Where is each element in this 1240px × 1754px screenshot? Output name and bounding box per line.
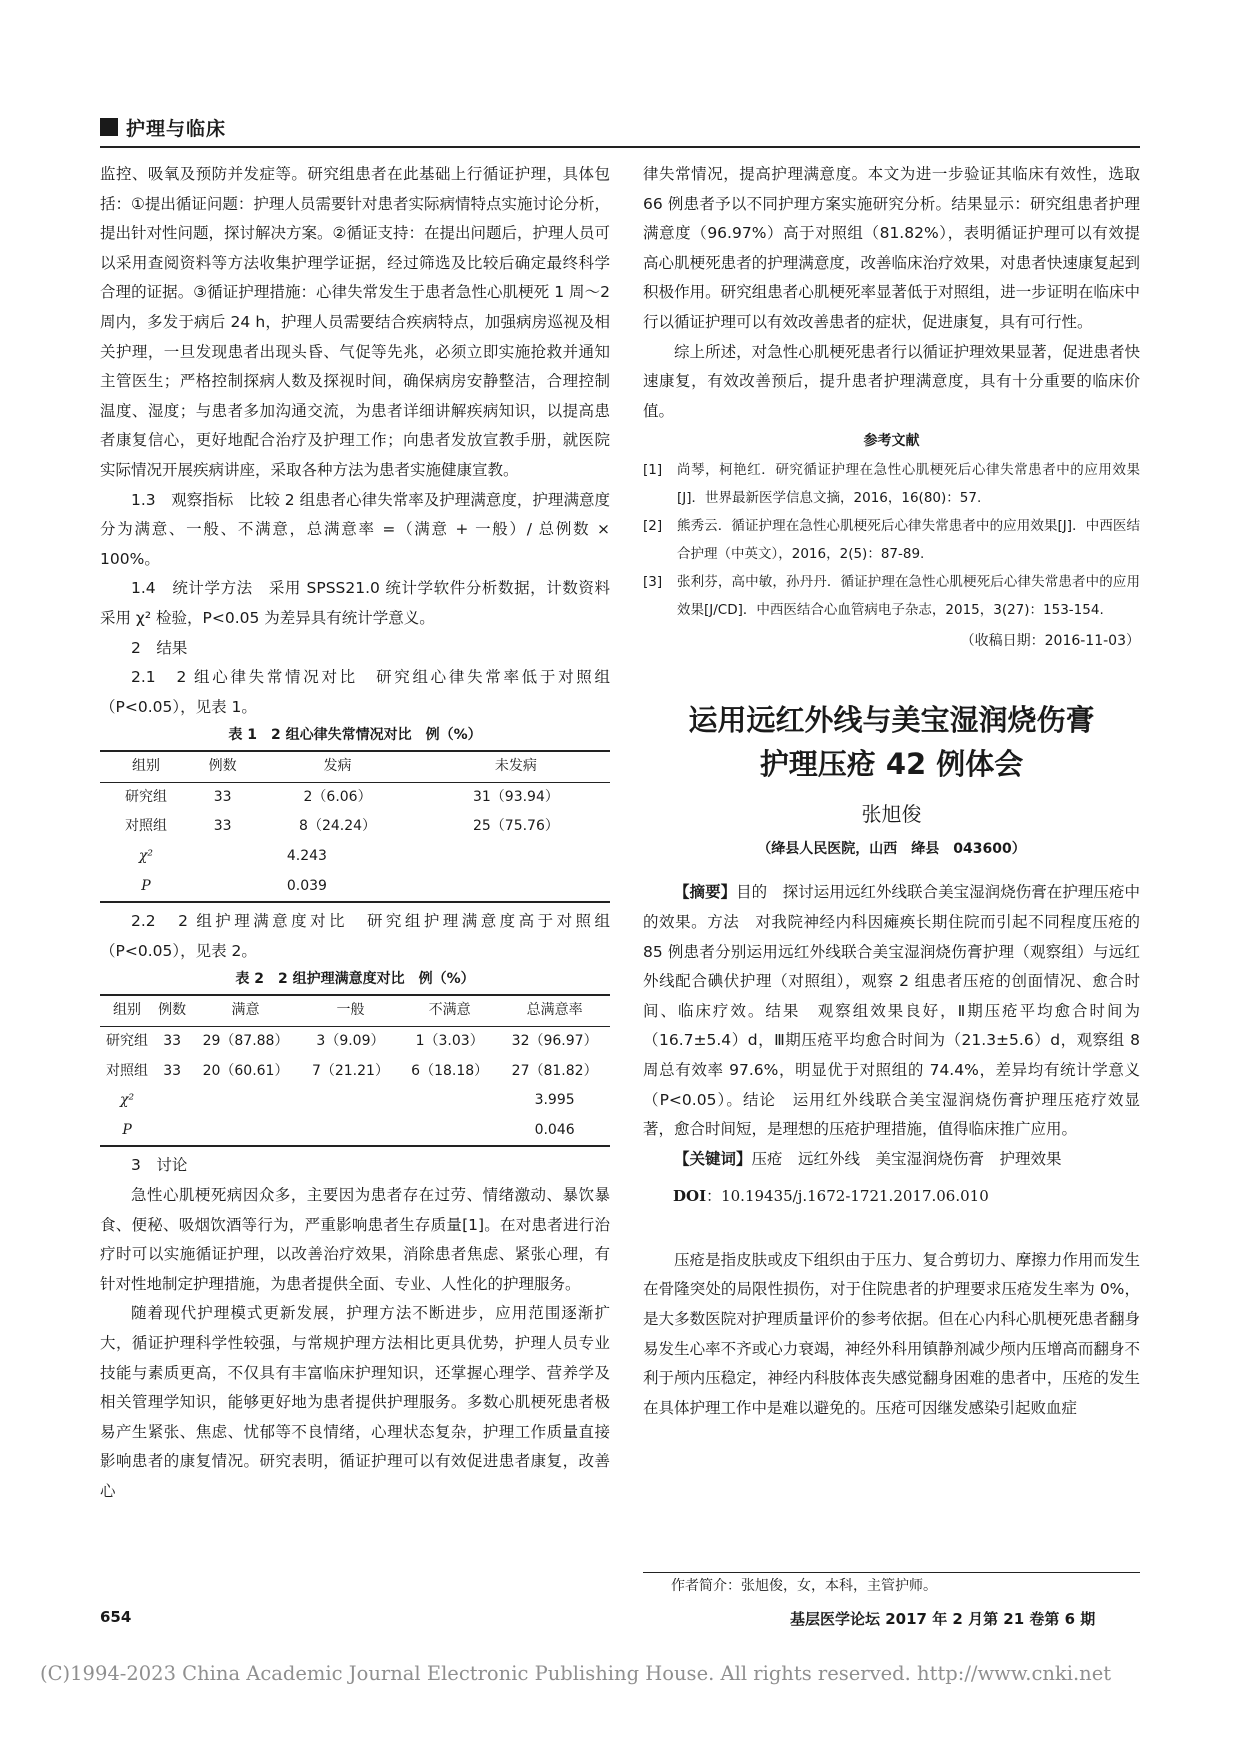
keywords-text: 压疮 远红外线 美宝湿润烧伤膏 护理效果 [751, 1149, 1062, 1168]
reference-item [643, 456, 1140, 512]
table-cell: 0.046 [534, 1121, 575, 1138]
paragraph-intro: 压疮是指皮肤或皮下组织由于压力、复合剪切力、摩擦力作用而发生在骨隆突处的局限性损伤，对于住院患者的护理要求压疮发生率为 0%，是大多数医院对护理质量评价的参考依据。但在心内科心肌梗死患者翻身易发生心率不齐或心力衰竭，神经外科用镇静剂减少颅内压增高而翻身不利于颅内压稳定，神经内科肢体丧失感觉翻身困难的患者中，压疮的发生在具体护理工作中是难以避免的。压疮可因继发感染引起败血症 [643, 1250, 1140, 1417]
abstract [643, 878, 1140, 1144]
reference-text: 熊秀云．循证护理在急性心肌梗死后心律失常患者中的应用效果[J]．中西医结合护理（中英文），2016，2(5)：87-89. [677, 518, 1140, 563]
table-header-cell: 例数 [158, 1002, 187, 1019]
table-header-cell: 一般 [336, 1002, 365, 1019]
table-row-chi [100, 842, 610, 872]
author-note: 作者简介：张旭俊，女，本科，主管护师。 [643, 1572, 1140, 1599]
references-title: 参考文献 [863, 433, 920, 450]
table-row-chi [100, 1086, 610, 1116]
table-cell: 3.995 [534, 1092, 575, 1109]
table-cell: 3（9.09） [316, 1033, 385, 1050]
reference-text: 张利芬，高中敏，孙丹丹．循证护理在急性心肌梗死后心律失常患者中的应用效果[J/CD]．中西医结合心血管病电子杂志，2015，3(27)：153-154. [677, 574, 1140, 619]
table1-caption: 表 1 2 组心律失常情况对比 例（%） [228, 727, 482, 744]
table-header-cell: 发病 [323, 758, 352, 775]
table-cell: 1（3.03） [415, 1033, 484, 1050]
table-cell: χ² [138, 848, 154, 865]
table-cell: 对照组 [124, 818, 167, 835]
paragraph-observation-index: 1.3 观察指标 比较 2 组患者心律失常率及护理满意度，护理满意度分为满意、一般、不满意，总满意率 =（满意 + 一般）/ 总例数 × 100%。 [100, 490, 610, 568]
abstract-label: 【摘要】 [674, 883, 737, 902]
article-title [643, 698, 1140, 786]
table2 [100, 994, 610, 1147]
reference-item [643, 512, 1140, 568]
table-header-cell: 例数 [208, 758, 237, 775]
copyright-watermark: (C)1994-2023 China Academic Journal Electronic Publishing House. All rights reserved. http://www.cnki.net [40, 1662, 1112, 1685]
table-cell: P [122, 1121, 132, 1138]
table-header-cell: 满意 [231, 1002, 260, 1019]
article-title-line2: 护理压疮 42 例体会 [759, 747, 1024, 782]
table-header-cell: 组别 [113, 1002, 142, 1019]
table-cell [154, 1086, 499, 1116]
abstract-text: 目的 探讨运用远红外线联合美宝湿润烧伤膏在护理压疮中的效果。方法 对我院神经内科因瘫痪长期住院而引起不同程度压疮的 85 例患者分别运用远红外线联合美宝湿润烧伤膏护理（观察组）与远红外线配合碘伏护理（对照组），观察 2 组患者压疮的创面情况、愈合时间、临床疗效。结果 观察组效果良好，Ⅱ期压疮平均愈合时间为（16.7±5.4）d，Ⅲ期压疮平均愈合时间为（21.3±5.6）d，观察组 8 周总有效率 97.6%，明显优于对照组的 74.4%，差异均有统计学意义（P<0.05）。结论 运用红外线联合美宝湿润烧伤膏护理压疮疗效显著，愈合时间短，是理想的压疮护理措施，值得临床推广应用。 [643, 883, 1140, 1139]
heading-results: 2 结果 [131, 638, 188, 657]
article-affiliation: （绛县人民医院，山西 绛县 043600） [757, 841, 1026, 858]
paragraph-results-2-1: 2.1 2 组心律失常情况对比 研究组心律失常率低于对照组（P<0.05），见表 1。 [100, 668, 610, 716]
table-header-row [100, 751, 610, 782]
header-rule [100, 146, 1140, 148]
table-cell [154, 1116, 499, 1147]
table-header-cell: 未发病 [494, 758, 537, 775]
table-cell: 4.243 [286, 848, 327, 865]
table-cell: χ² [120, 1092, 135, 1109]
article-author: 张旭俊 [861, 802, 922, 827]
reference-number: [3] [643, 574, 663, 591]
reference-text: 尚琴，柯艳红．研究循证护理在急性心肌梗死后心律失常患者中的应用效果[J]．世界最新医学信息文摘，2016，16(80)：57. [677, 462, 1140, 507]
table-header-cell: 总满意率 [526, 1002, 583, 1019]
page-number: 654 [100, 1608, 132, 1626]
left-column [100, 160, 610, 1507]
heading-discussion: 3 讨论 [131, 1156, 188, 1175]
section-title: 护理与临床 [126, 117, 227, 140]
table-cell: 8（24.24） [299, 818, 377, 835]
paragraph-statistics: 1.4 统计学方法 采用 SPSS21.0 统计学软件分析数据，计数资料采用 χ² 检验，P<0.05 为差异具有统计学意义。 [100, 579, 610, 627]
reference-number: [2] [643, 518, 663, 535]
keywords-label: 【关键词】 [674, 1149, 752, 1168]
table-cell: 研究组 [124, 788, 167, 805]
paragraph-discussion-cont: 律失常情况，提高护理满意度。本文为进一步验证其临床有效性，选取 66 例患者予以不同护理方案实施研究分析。结果显示：研究组患者护理满意度（96.97%）高于对照组（81.82%），表明循证护理可以有效提高心肌梗死患者的护理满意度，改善临床治疗效果，对患者快速康复起到积极作用。研究组患者心肌梗死率显著低于对照组，进一步证明在临床中行以循证护理可以有效改善患者的症状，促进康复，具有可行性。 [643, 165, 1140, 331]
table-cell: 29（87.88） [202, 1033, 289, 1050]
keywords [643, 1145, 1140, 1175]
right-column [643, 160, 1140, 1423]
table-row-p [100, 872, 610, 903]
reference-number: [1] [643, 462, 663, 479]
table-header-cell: 不满意 [428, 1002, 471, 1019]
paragraph-discussion-1: 急性心肌梗死病因众多，主要因为患者存在过劳、情绪激动、暴饮暴食、便秘、吸烟饮酒等行为，严重影响患者生存质量[1]。在对患者进行治疗时可以实施循证护理，以改善治疗效果，消除患者焦虑、紧张心理，有针对性地制定护理措施，为患者提供全面、专业、人性化的护理服务。 [100, 1186, 610, 1293]
table-cell: 0.039 [286, 877, 327, 894]
table-cell: 27（81.82） [511, 1062, 598, 1079]
reference-item [643, 568, 1140, 624]
table-cell: P [141, 877, 151, 894]
table-cell: 研究组 [106, 1033, 149, 1050]
table-cell: 7（21.21） [311, 1062, 389, 1079]
table-header-row [100, 995, 610, 1026]
received-date: （收稿日期：2016-11-03） [960, 633, 1140, 650]
table1 [100, 750, 610, 903]
paragraph-results-2-2: 2.2 2 组护理满意度对比 研究组护理满意度高于对照组（P<0.05），见表 2。 [100, 912, 610, 960]
table-row [100, 1027, 610, 1057]
table2-caption: 表 2 2 组护理满意度对比 例（%） [235, 971, 475, 988]
table-row [100, 1057, 610, 1087]
doi-value: ：10.19435/j.1672-1721.2017.06.010 [706, 1187, 989, 1206]
table-cell: 33 [213, 788, 232, 805]
table-header-cell: 组别 [131, 758, 160, 775]
paragraph-discussion-2: 随着现代护理模式更新发展，护理方法不断进步，应用范围逐渐扩大，循证护理科学性较强，与常规护理方法相比更具优势，护理人员专业技能与素质更高，不仅具有丰富临床护理知识，还掌握心理学、营养学及相关管理学知识，能够更好地为患者提供护理服务。多数心肌梗死患者极易产生紧张、焦虑、忧郁等不良情绪，心理状态复杂，护理工作质量直接影响患者的康复情况。研究表明，循证护理可以有效促进患者康复，改善心 [100, 1304, 610, 1500]
doi-label: DOI [673, 1187, 707, 1206]
table-cell: 25（75.76） [472, 818, 559, 835]
section-header [100, 112, 1140, 142]
table-cell [422, 872, 610, 903]
table-cell: 32（96.97） [511, 1033, 598, 1050]
table-cell: 33 [163, 1033, 182, 1050]
table-cell: 20（60.61） [202, 1062, 289, 1079]
paragraph-conclusion: 综上所述，对急性心肌梗死患者行以循证护理效果显著，促进患者快速康复，有效改善预后，提升患者护理满意度，具有十分重要的临床价值。 [643, 342, 1140, 420]
table-cell: 6（18.18） [411, 1062, 489, 1079]
header-square-icon [100, 118, 118, 136]
table-row [100, 782, 610, 812]
table-cell: 2（6.06） [303, 788, 372, 805]
article-title-line1: 运用远红外线与美宝湿润烧伤膏 [688, 703, 1095, 738]
table-cell: 33 [213, 818, 232, 835]
doi [643, 1182, 1140, 1212]
table-cell: 33 [163, 1062, 182, 1079]
table-row-p [100, 1116, 610, 1147]
table-row [100, 812, 610, 842]
journal-info: 基层医学论坛 2017 年 2 月第 21 卷第 6 期 [790, 1610, 1096, 1628]
table-cell [422, 842, 610, 872]
table-cell: 31（93.94） [472, 788, 559, 805]
table-cell: 对照组 [106, 1062, 149, 1079]
paragraph-methods-cont: 监控、吸氧及预防并发症等。研究组患者在此基础上行循证护理，具体包括：①提出循证问题：护理人员需要针对患者实际病情特点实施讨论分析，提出针对性问题，探讨解决方案。②循证支持：在提出问题后，护理人员可以采用查阅资料等方法收集护理学证据，经过筛选及比较后确定最终科学合理的证据。③循证护理措施：心律失常发生于患者急性心肌梗死 1 周～2 周内，多发于病后 24 h，护理人员需要结合疾病特点，加强病房巡视及相关护理，一旦发现患者出现头昏、气促等先兆，必须立即实施抢救并通知主管医生；严格控制探病人数及探视时间，确保病房安静整洁，合理控制温度、湿度；与患者多加沟通交流，为患者详细讲解疾病知识，以提高患者康复信心，更好地配合治疗及护理工作；向患者发放宣教手册，就医院实际情况开展疾病讲座，采取各种方法为患者实施健康宣教。 [100, 165, 610, 479]
